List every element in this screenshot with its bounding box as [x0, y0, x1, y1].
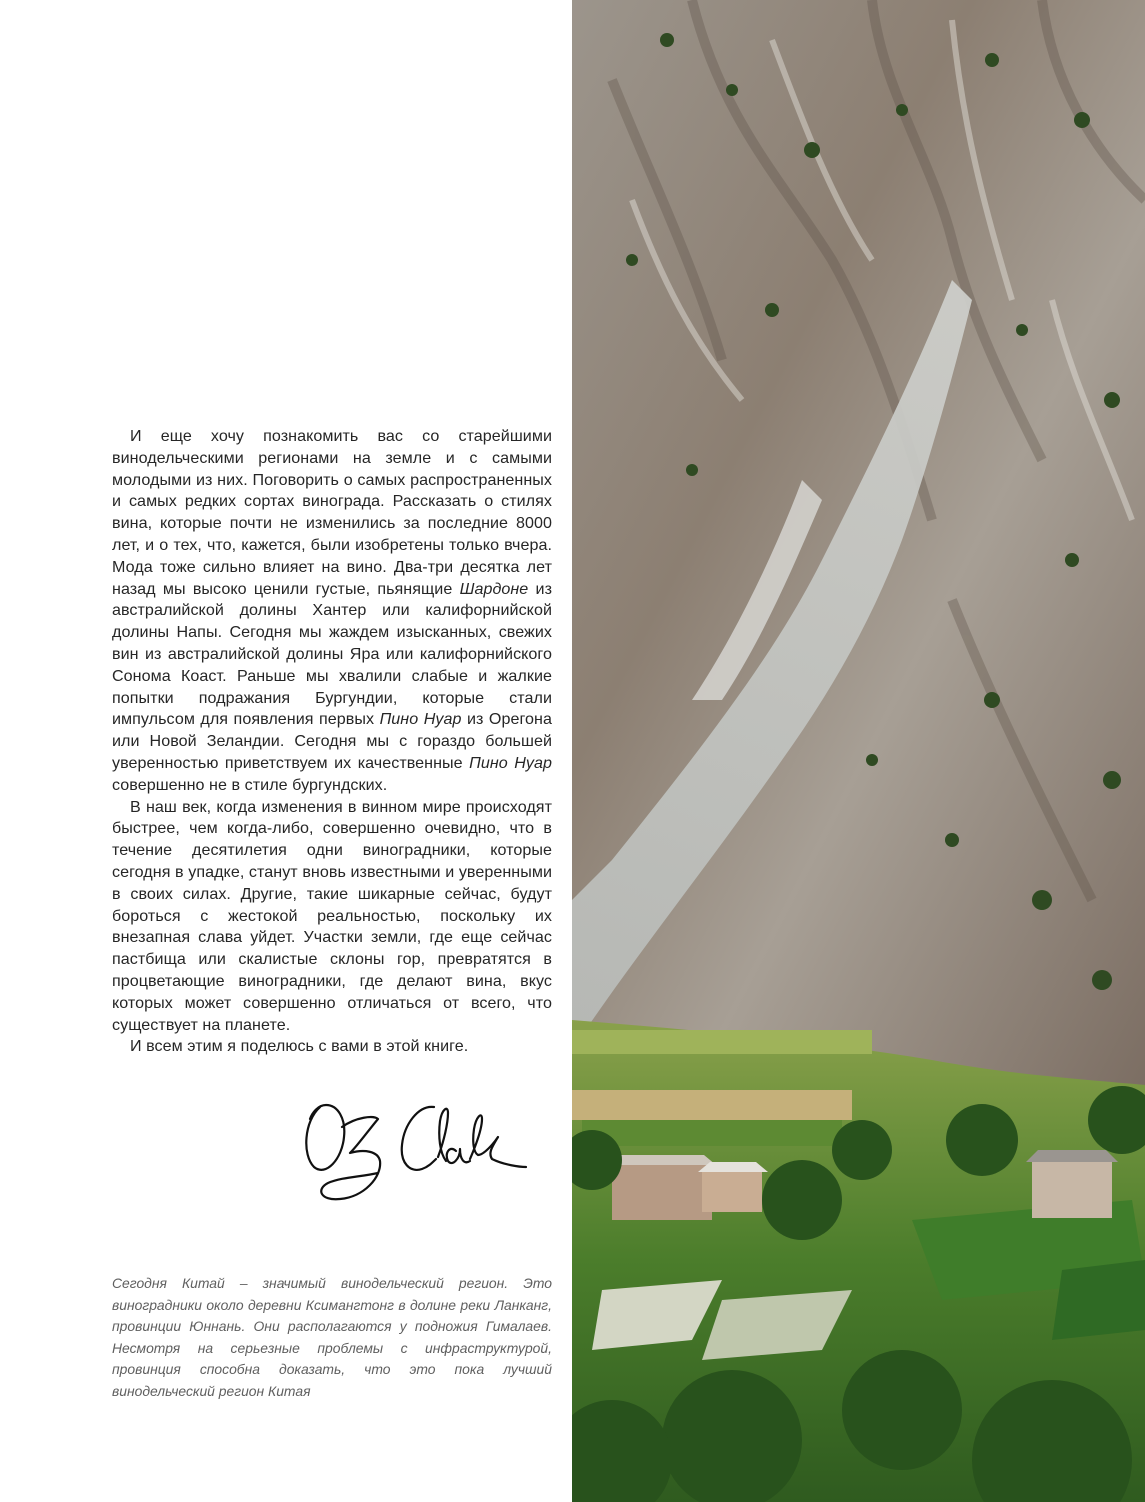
photo-caption: Сегодня Китай – значимый винодельческий регион. Это виноградники около деревни Ксимангтонг в долине реки Ланканг, провинции Юннань. Они располагаются у подножия Гималаев. Несмотря на серьезные проблемы с инфраструктурой, провинция способна доказать, что это пока лучший винодельческий регион Китая — [112, 1275, 552, 1399]
landscape-photo — [572, 0, 1145, 1502]
paragraph-2: В наш век, когда изменения в винном мире происходят быстрее, чем когда-либо, совершенно очевидно, что в течение десятилетия одни виноградники, которые сегодня в упадке, станут вновь известными и уверенными в своих силах. Другие, такие шикарные сейчас, будут бороться с жестокой реальностью, поскольку их внезапная слава уйдет. Участки земли, где еще сейчас пастбища или скалистые склоны гор, превратятся в процветающие виноградники, где делают вина, вкус которых может совершенно отличаться от всего, что существует на планете. — [112, 797, 552, 1034]
paragraph-3: И всем этим я поделюсь с вами в этой книге. — [130, 1037, 469, 1056]
main-text — [112, 426, 552, 1058]
author-signature — [298, 1093, 530, 1205]
paragraph-1: И еще хочу познакомить вас со старейшими винодельческими регионами на земле и с самыми молодыми из них. Поговорить о самых распространенных и самых редких сортах винограда. Рассказать о стилях вина, которые почти не изменились за последние 8000 лет, и о тех, что, кажется, были изобретены только вчера. Мода тоже сильно влияет на вино. Два-три десятка лет назад мы высоко ценили густые, пьянящие Шардоне из австралийской долины Хантер или калифорнийской долины Напы. Сегодня мы жаждем изысканных, свежих вин из австралийской долины Яра или калифорнийского Сонома Коаст. Раньше мы хвалили слабые и жалкие попытки подражания Бургундии, которые стали импульсом для появления первых Пино Нуар из Орегона или Новой Зеландии. Сегодня мы с гораздо большей уверенностью приветствуем их качественные Пино Нуар совершенно не в стиле бургундских. — [112, 427, 552, 794]
